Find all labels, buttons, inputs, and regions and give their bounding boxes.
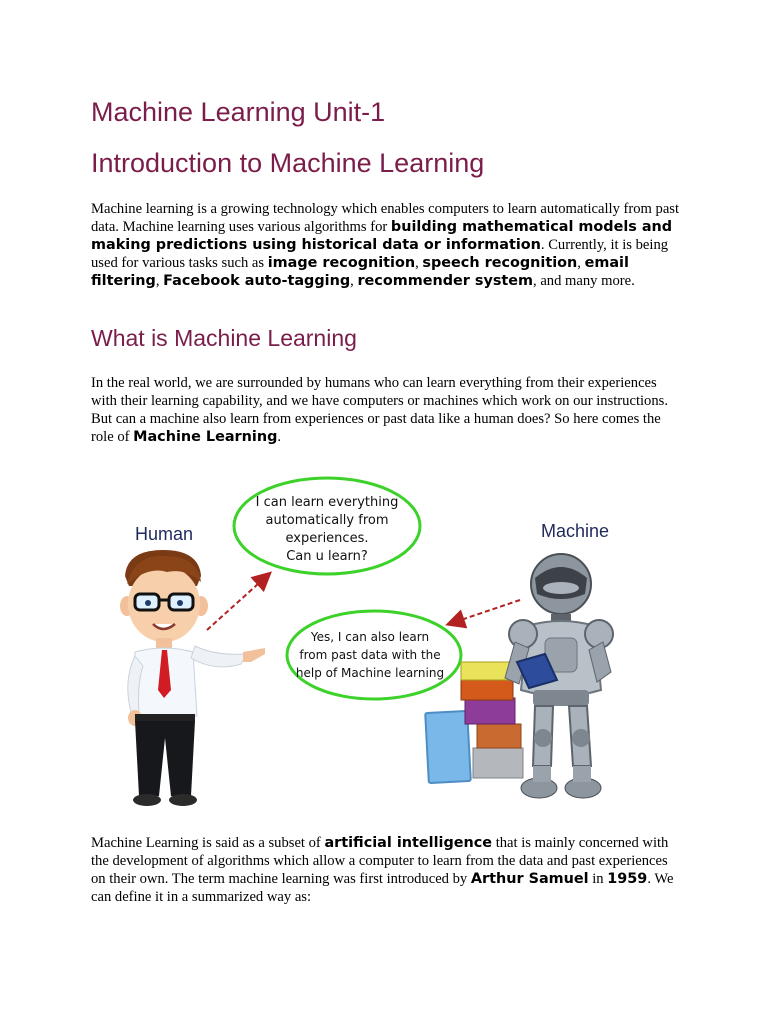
machine-arrow — [449, 600, 520, 624]
intro-bold-text: email filtering — [91, 255, 629, 289]
intro-text: , — [415, 255, 423, 271]
unit-title: Machine Learning Unit-1 — [91, 97, 386, 127]
human-bubble-line: I can learn everything — [255, 495, 399, 510]
what-is-bold-text: Machine Learning — [133, 429, 278, 445]
intro-text: , — [350, 273, 358, 289]
intro-bold-text: speech recognition — [422, 255, 578, 271]
intro-bold-text: building mathematical models and making predictions using historical data or information — [91, 219, 673, 253]
intro-bold-text: recommender system — [357, 273, 534, 289]
intro-text: Machine learning is a growing technology which enables computers to learn automatically from past data. Machine learning uses various algorithms for — [91, 201, 680, 235]
subset-bold-text: Arthur Samuel — [470, 871, 589, 887]
machine-bubble-line: Yes, I can also learn — [310, 630, 430, 644]
what-is-text: . — [277, 429, 282, 445]
machine-label: Machine — [541, 521, 610, 541]
intro-text: , and many more. — [533, 273, 635, 289]
what-is-heading: What is Machine Learning — [91, 325, 357, 351]
human-figure — [120, 550, 265, 806]
subset-text: that is mainly concerned with the development of algorithms which allow a computer to learn from the data and past experiences on their own. The term machine learning was first introduced by — [91, 835, 669, 887]
subset-text: . We can define it in a summarized way as: — [91, 871, 674, 905]
subset-text: Machine Learning is said as a subset of — [91, 835, 325, 851]
subset-text: in — [588, 871, 608, 887]
subset-bold-text: artificial intelligence — [324, 835, 493, 851]
intro-text: , — [155, 273, 164, 289]
intro-paragraph — [91, 200, 681, 290]
what-is-paragraph — [91, 374, 681, 446]
what-is-text: In the real world, we are surrounded by humans who can learn everything from their experiences with their learning capability, and we have computers or machines which work on our instructions. But can a machine also learn from experiences or past data like a human does? So here comes the role of — [91, 375, 668, 445]
intro-bold-text: image recognition — [267, 255, 416, 271]
subset-bold-text: 1959 — [607, 871, 648, 887]
intro-heading: Introduction to Machine Learning — [91, 148, 485, 178]
human-bubble-line: experiences. — [285, 531, 369, 546]
illustration-svg — [105, 466, 635, 816]
intro-bold-text: Facebook auto-tagging — [163, 273, 351, 289]
human-bubble-line: Can u learn? — [286, 549, 368, 564]
human-label: Human — [135, 524, 194, 544]
intro-text: , — [577, 255, 585, 271]
machine-bubble-line: help of Machine learning — [295, 666, 445, 680]
intro-text: . Currently, it is being used for various tasks such as — [91, 237, 669, 271]
human-bubble-line: automatically from — [265, 513, 389, 528]
human-arrow — [207, 574, 269, 630]
subset-paragraph — [91, 834, 681, 906]
machine-bubble-line: from past data with the — [299, 648, 441, 662]
human-vs-machine-illustration — [105, 466, 635, 816]
